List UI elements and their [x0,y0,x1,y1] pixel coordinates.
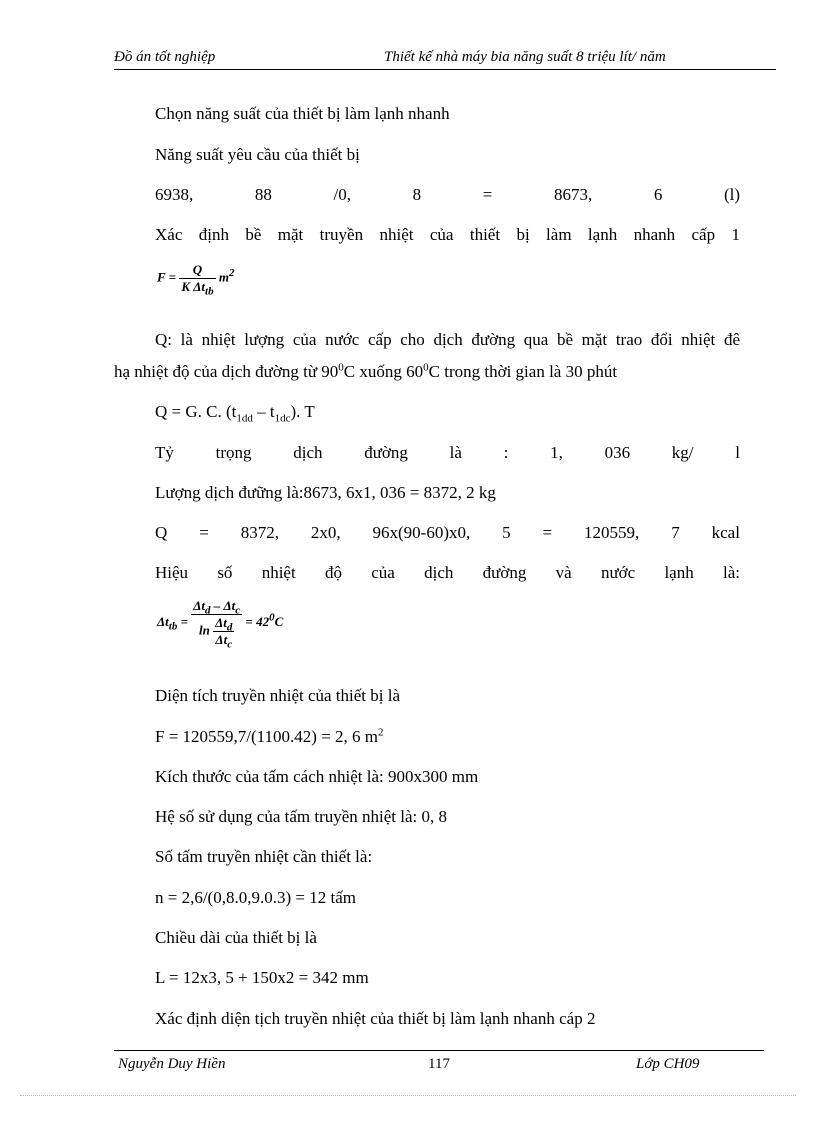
text-line: Diện tích truyền nhiệt của thiết bị là [155,686,401,705]
sup: 0 [269,611,275,624]
sup: 2 [378,726,384,739]
text-line [114,362,740,382]
sub: d [226,621,233,634]
equation-area [157,262,235,298]
text-part: Q = G. C. (t [155,402,237,421]
word: kcal [711,523,740,542]
fraction-numerator: Q [179,262,215,279]
word: = [542,523,553,542]
justified-line [155,523,740,543]
word: /0, [333,185,351,204]
eq-unit-sup: 2 [228,267,235,280]
fraction [191,598,242,651]
word: là: [723,563,740,582]
den-sub: tb [205,285,214,298]
text-line: Kích thước của tấm cách nhiệt là: 900x300 mm [155,767,479,786]
footer-class: Lớp CH09 [636,1056,700,1072]
sub: c [235,604,241,617]
inner-numerator [213,615,234,632]
text-line: Năng suất yêu cầu của thiết bị [155,145,360,164]
page-bottom-dotted-rule [20,1095,796,1096]
word: đường [364,443,408,462]
text-line: Chọn năng suất của thiết bị làm lạnh nhanh [155,104,450,123]
word: 8673, [553,185,593,204]
word: 120559, [584,523,640,542]
word: nhiệt [261,563,296,582]
num-part: – Δt [210,598,236,613]
word: số [217,563,233,582]
word: 8372, [240,523,279,542]
word: trọng [215,443,252,462]
footer-rule [114,1050,764,1051]
word: Tỷ [155,443,174,462]
word: 6 [653,185,663,204]
text-line: n = 2,6/(0,8.0,9.0.3) = 12 tấm [155,888,356,907]
text-line: Q: là nhiệt lượng của nước cấp cho dịch đường qua bề mặt trao đổi nhiệt đê [155,330,740,349]
word: độ [324,563,342,582]
equation-area [157,598,284,651]
text-line: Chiều dài của thiết bị là [155,928,317,947]
ln-label: ln [199,622,210,638]
text-part: C xuống 60 [343,362,424,381]
den-part: Δt [215,632,228,647]
word: của [371,563,395,582]
word: 96x(90-60)x0, [372,523,471,542]
page-number: 117 [428,1056,450,1072]
header-right: Thiết kế nhà máy bia năng suất 8 triệu lít/ năm [384,49,666,65]
footer-author: Nguyễn Duy Hiền [118,1056,226,1072]
word: 6938, [155,185,194,204]
text-segment [114,362,617,382]
eq-lhs-sub: tb [168,620,178,633]
num-part: Δt [193,598,206,613]
sup: 0 [423,361,429,374]
fraction [179,262,215,298]
inner-fraction [213,615,234,651]
eq-lhs: F = [157,269,177,285]
fraction-denominator [191,615,242,651]
word: nước [600,563,636,582]
word: 7 [671,523,680,542]
header-rule [114,69,776,70]
word: l [735,443,740,462]
text-line: Xác định bề mặt truyền nhiệt của thiết bị làm lạnh nhanh cấp 1 [155,225,740,244]
word: Q [155,523,168,542]
text-line: L = 12x3, 5 + 150x2 = 342 mm [155,968,369,987]
text-line [155,727,384,747]
eq-rhs-unit: C [274,613,284,629]
justified-line [155,185,740,205]
text-line [155,402,315,425]
word: là [449,443,462,462]
equals-sign: = [180,613,192,629]
word: 1, [550,443,563,462]
text-line: Hệ số sử dụng của tấm truyền nhiệt là: 0, 8 [155,807,448,826]
justified-line [155,443,740,463]
word: 5 [502,523,511,542]
word: 036 [604,443,631,462]
sub: c [227,638,233,651]
word: = [199,523,209,542]
word: và [555,563,572,582]
num-part: Δt [215,615,227,630]
word: dịch [293,443,323,462]
text-part: ). T [290,402,315,421]
word: 88 [254,185,272,204]
den-text: K Δt [181,279,206,294]
word: : [503,443,509,462]
word: đường [482,563,527,582]
text-part: hạ nhiệt độ của dịch đường từ 90 [114,362,339,381]
word: dịch [424,563,454,582]
text-part: – t [252,402,275,421]
eq-rhs: = 42 [245,613,270,629]
header-left: Đồ án tốt nghiệp [114,49,216,65]
word: 8 [412,185,422,204]
inner-denominator [213,632,234,651]
word: Hiệu [155,563,189,582]
text-line: Lượng dịch đưững là:8673, 6x1, 036 = 8372, 2 kg [155,483,496,502]
sub: 1dd [236,412,253,425]
word: (l) [723,185,740,204]
text-line: Số tấm truyền nhiệt cần thiết là: [155,847,373,866]
text-part: C trong thời gian là 30 phút [428,362,618,381]
text-line: Xác định diện tịch truyền nhiệt của thiết bị làm lạnh nhanh cáp 2 [155,1009,596,1028]
sub: d [205,604,211,617]
word: kg/ [671,443,694,462]
word: = [482,185,493,204]
fraction-denominator [179,279,215,298]
sup: 0 [338,361,344,374]
sub: 1dc [274,412,291,425]
word: 2x0, [310,523,341,542]
justified-line [155,563,740,583]
eq-unit: m [218,269,229,285]
fraction-numerator [191,598,242,615]
word: lạnh [664,563,694,582]
eq-lhs: Δt [157,613,169,629]
text-part: F = 120559,7/(1100.42) = 2, 6 m [155,727,379,746]
